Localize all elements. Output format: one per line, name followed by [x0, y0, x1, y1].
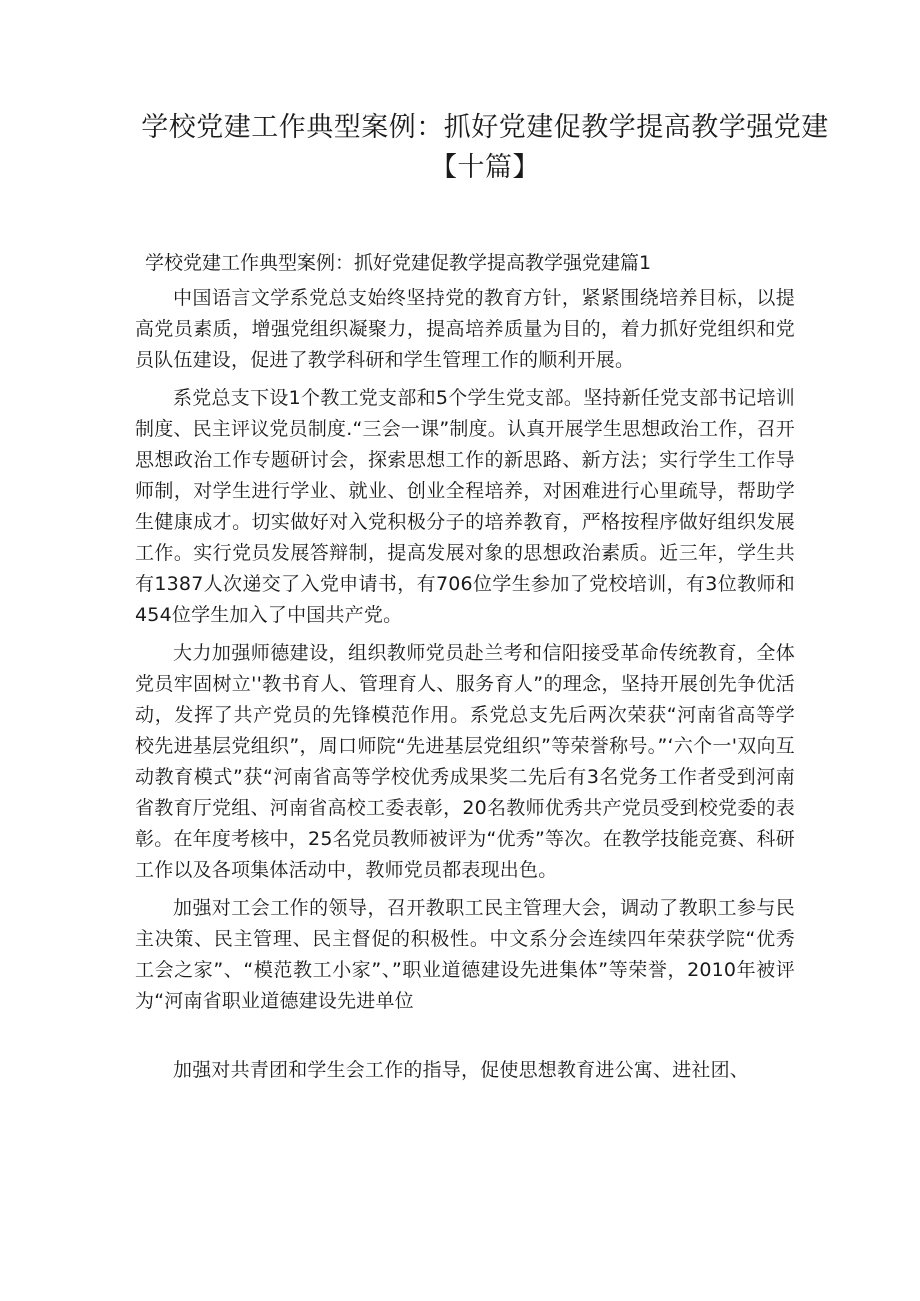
section-heading: 学校党建工作典型案例：抓好党建促教学提高教学强党建篇1: [145, 252, 652, 274]
paragraph-branches: 系党总支下设1个教工党支部和5个学生党支部。坚持新任党支部书记培训制度、民主评议党员制度.“三会一课”制度。认真开展学生思想政治工作，召开思想政治工作专题研讨会，探索思想工作的新思路、新方法；实行学生工作导师制，对学生进行学业、就业、创业全程培养，对困难进行心里疏导，帮助学生健康成才。切实做好对入党积极分子的培养教育，严格按程序做好组织发展工作。实行党员发展答辩制，提高发展对象的思想政治素质。近三年，学生共有1387人次递交了入党申请书，有706位学生参加了党校培训，有3位教师和454位学生加入了中国共产党。: [135, 387, 795, 626]
paragraph-ethics: 大力加强师德建设，组织教师党员赴兰考和信阳接受革命传统教育，全体党员牢固树立''教书育人、管理育人、服务育人”的理念，坚持开展创先争优活动，发挥了共产党员的先锋模范作用。系党总支先后两次荣获“河南省高等学校先进基层党组织”，周口师院“先进基层党组织”等荣誉称号。”‘六个一'双向互动教育模式”获“河南省高等学校优秀成果奖二先后有3名党务工作者受到河南省教育厅党组、河南省高校工委表彰，20名教师优秀共产党员受到校党委的表彰。在年度考核中，25名党员教师被评为“优秀”等次。在教学技能竞赛、科研工作以及各项集体活动中，教师党员都表现出色。: [135, 642, 795, 881]
document-title: 学校党建工作典型案例：抓好党建促教学提高教学强党建【十篇】: [141, 112, 829, 183]
document-body: [135, 283, 795, 1093]
paragraph-intro: 中国语言文学系党总支始终坚持党的教育方针，紧紧围绕培养目标，以提高党员素质，增强党组织凝聚力，提高培养质量为目的，着力抓好党组织和党员队伍建设，促进了教学科研和学生管理工作的顺利开展。: [135, 287, 795, 371]
paragraph-union: 加强对工会工作的领导，召开教职工民主管理大会，调动了教职工参与民主决策、民主管理、民主督促的积极性。中文系分会连续四年荣获学院“优秀工会之家”、“模范教工小家”、”职业道德建设先进集体”等荣誉，2010年被评为“河南省职业道德建设先进单位: [135, 897, 795, 1012]
paragraph-youth-league: 加强对共青团和学生会工作的指导，促使思想教育进公寓、进社团、: [173, 1059, 750, 1081]
